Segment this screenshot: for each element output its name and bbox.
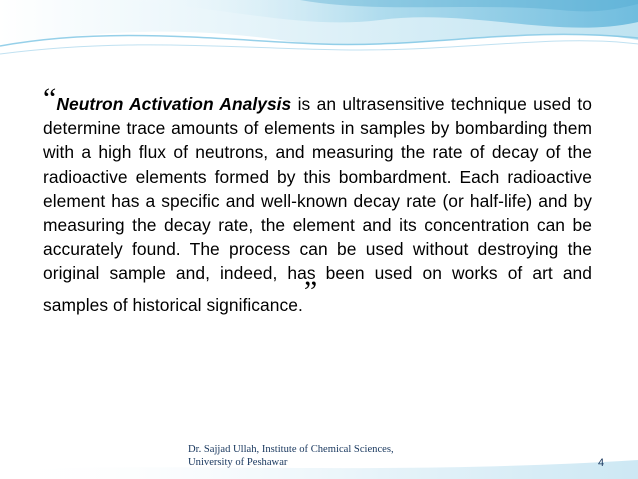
footer-author	[188, 444, 394, 470]
footer-author-line-2: University of Peshawar	[188, 456, 288, 468]
open-quote-mark: “	[43, 82, 57, 115]
last-line-text: samples of historical significance.	[43, 294, 303, 315]
quote-paragraph	[43, 82, 592, 317]
close-quote-mark: ”	[303, 274, 318, 308]
paragraph-last-line	[43, 274, 318, 317]
page-number: 4	[598, 457, 605, 469]
header-wave-decoration	[0, 0, 638, 64]
term-neutron-activation-analysis: Neutron Activation Analysis	[56, 94, 292, 114]
footer-author-line-1: Dr. Sajjad Ullah, Institute of Chemical Sciences,	[188, 444, 394, 455]
paragraph-text: is an ultrasensitive technique used to determine trace amounts of elements in samples by bombarding them with a high flux of neutrons, and measuring the rate of decay of the radioactive elements formed by this bombardment. Each radioactive element has a specific and well-known decay rate (or half-life) and by measuring the decay rate, the element and its concentration can be accurately found. The process can be used without destroying the original sample and, indeed, has been used on works of art and	[43, 94, 592, 284]
